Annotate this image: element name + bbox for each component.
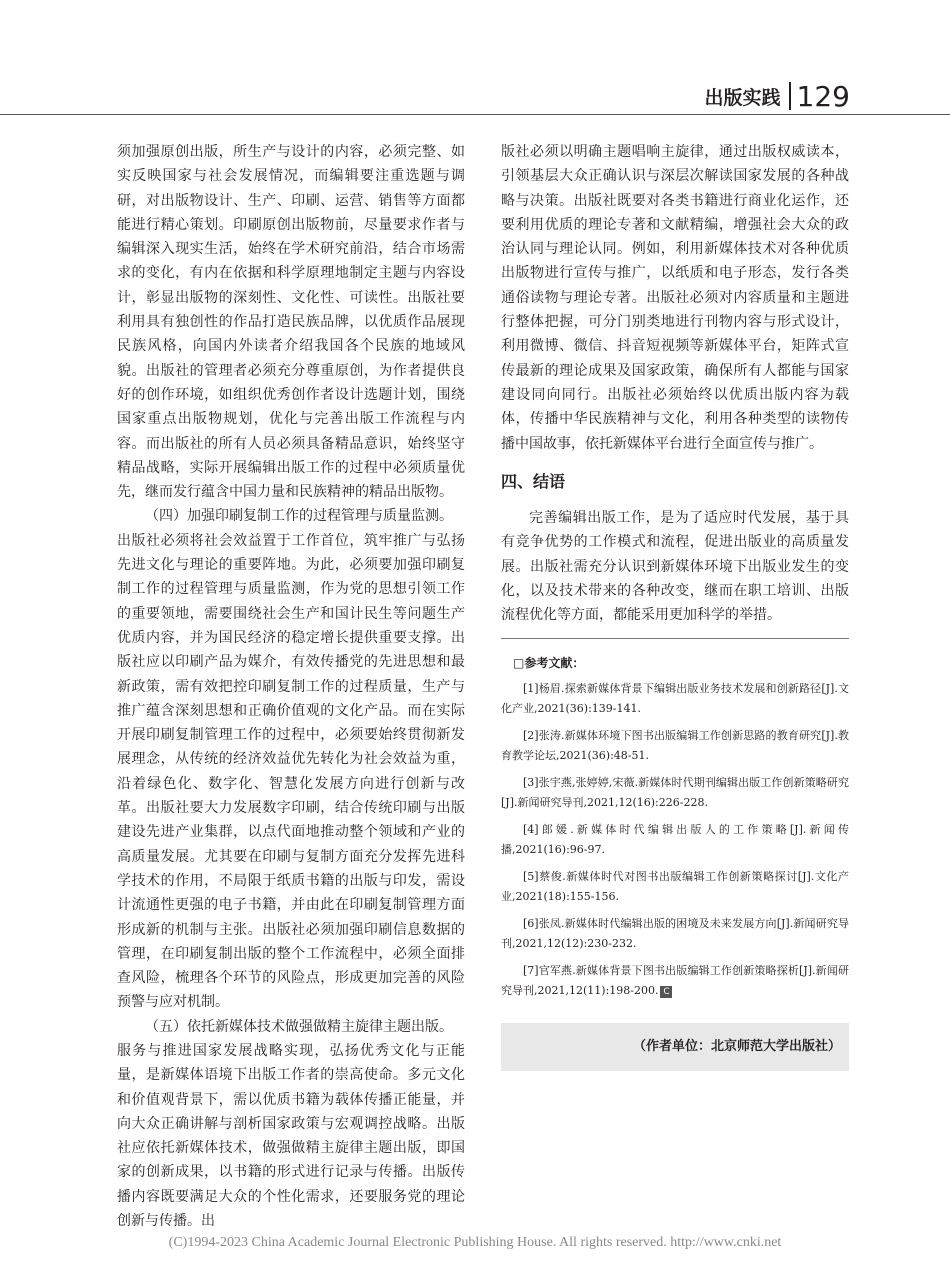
body-paragraph: 出版社必须将社会效益置于工作首位，筑牢推广与弘扬先进文化与理论的重要阵地。为此，必须要加强印刷复制工作的过程管理与质量监测，作为党的思想引领工作的重要领地，需要围绕社会生产和国计民生等问题生产优质内容，并为国民经济的稳定增长提供重要支撑。出版社应以印刷产品为媒介，有效传播党的先进思想和最新政策，需有效把控印刷复制工作的过程质量，生产与推广蕴含深刻思想和正确价值观的文化产品。而在实际开展印刷复制管理工作的过程中，必须要始终贯彻新发展理念，从传统的经济效益优先转化为社会效益为重，沿着绿色化、数字化、智慧化发展方向进行创新与改革。出版社要大力发展数字印刷，结合传统印刷与出版建设先进产业集群，以点代面地推动整个领域和产业的高质量发展。尤其要在印刷与复制方面充分发挥先进科学技术的作用，不局限于纸质书籍的出版与印发，需设计流通性更强的电子书籍，并由此在印刷复制管理方面形成新的机制与主张。出版社必须加强印刷信息数据的管理，在印刷复制出版的整个工作流程中，必须全面排查风险，梳理各个环节的风险点，形成更加完善的风险预警与应对机制。 [117, 532, 465, 1011]
reference-text: [7]官军燕.新媒体背景下图书出版编辑工作创新策略探析[J].新闻研究导刊,2021,12(11):198-200. [501, 963, 849, 997]
references-divider [501, 638, 849, 639]
right-column [501, 140, 849, 1071]
body-paragraph: 完善编辑出版工作，是为了适应时代发展，基于具有竞争优势的工作模式和流程，促进出版业的高质量发展。出版社需充分认识到新媒体环境下出版业发生的变化，以及技术带来的各种改变，继而在职工培训、出版流程优化等方面，都能采用更加科学的举措。 [501, 510, 849, 624]
subsection-heading: （四）加强印刷复制工作的过程管理与质量监测。 [145, 508, 453, 525]
page-number: 129 [796, 79, 850, 113]
copyright-footer: (C)1994-2023 China Academic Journal Electronic Publishing House. All rights reserved. http://www.cnki.net [168, 1235, 782, 1250]
reference-list [501, 679, 849, 1001]
reference-item: [3]张宇燕,张婷婷,宋薇.新媒体时代期刊编辑出版工作创新策略研究[J].新闻研究导刊,2021,12(16):226-228. [501, 775, 849, 809]
section-title: 出版实践 [704, 86, 781, 109]
header-rule [0, 114, 950, 115]
body-paragraph: 服务与推进国家发展战略实现，弘扬优秀文化与正能量，是新媒体语境下出版工作者的崇高使命。多元文化和价值观背景下，需以优质书籍为载体传播正能量，并向大众正确讲解与剖析国家政策与宏观调控战略。出版社应依托新媒体技术，做强做精主旋律主题出版，即国家的创新成果，以书籍的形式进行记录与传播。出版传播内容既要满足大众的个性化需求，还要服务党的理论创新与传播。出 [117, 1042, 465, 1230]
body-paragraph: 版社必须以明确主题唱响主旋律，通过出版权威读本，引领基层大众正确认识与深层次解读国家发展的各种战略与决策。出版社既要对各类书籍进行商业化运作，还要利用优质的理论专著和文献精编，增强社会大众的政治认同与理论认同。例如，利用新媒体技术对各种优质出版物进行宣传与推广，以纸质和电子形态，发行各类通俗读物与理论专著。出版社必须对内容质量和主题进行整体把握，可分门别类地进行刊物内容与形式设计，利用微博、微信、抖音短视频等新媒体平台，矩阵式宣传最新的理论成果及国家政策，确保所有人都能与国家建设同向同行。出版社必须始终以优质出版内容为载体，传播中华民族精神与文化，利用各种类型的读物传播中国故事，依托新媒体平台进行全面宣传与推广。 [501, 144, 849, 452]
reference-item-last [501, 961, 849, 1001]
references-heading: □参考文献： [513, 655, 585, 670]
author-unit: （作者单位：北京师范大学出版社） [632, 1038, 841, 1054]
reference-item: [5]蔡俊.新媒体时代对图书出版编辑工作创新策略探讨[J].文化产业,2021(18):155-156. [501, 869, 849, 903]
reference-item: [2]张涛.新媒体环境下图书出版编辑工作创新思路的教育研究[J].教育教学论坛,2021(36):48-51. [501, 728, 849, 762]
reference-item: [4]郎媛.新媒体时代编辑出版人的工作策略[J].新闻传播,2021(16):96-97. [501, 822, 849, 856]
reference-item: [1]杨眉.探索新媒体背景下编辑出版业务技术发展和创新路径[J].文化产业,2021(36):139-141. [501, 681, 849, 715]
section-heading: 四、结语 [501, 471, 566, 491]
body-paragraph: 须加强原创出版，所生产与设计的内容，必须完整、如实反映国家与社会发展情况，而编辑要注重选题与调研，对出版物设计、生产、印刷、运营、销售等方面都能进行精心策划。印刷原创出版物前，尽量要求作者与编辑深入现实生活，始终在学术研究前沿，结合市场需求的变化，有内在依据和科学原理地制定主题与内容设计，彰显出版物的深刻性、文化性、可读性。出版社要利用具有独创性的作品打造民族品牌，以优质作品展现民族风格，向国内外读者介绍我国各个民族的地域风貌。出版社的管理者必须充分尊重原创，为作者提供良好的创作环境，如组织优秀创作者设计选题计划，围绕国家重点出版物规划，优化与完善出版工作流程与内容。而出版社的所有人员必须具备精品意识，始终坚守精品战略，实际开展编辑出版工作的过程中必须质量优先，继而发行蕴含中国力量和民族精神的精品出版物。 [117, 144, 465, 501]
running-header [705, 78, 850, 114]
subsection-heading: （五）依托新媒体技术做强做精主旋律主题出版。 [145, 1018, 453, 1035]
author-unit-box [501, 1023, 849, 1071]
reference-item: [6]张凤.新媒体时代编辑出版的困境及未来发展方向[J].新闻研究导刊,2021,12(12):230-232. [501, 916, 849, 950]
header-divider [789, 82, 791, 110]
end-mark-icon: C [660, 986, 672, 998]
left-column [117, 140, 465, 1233]
